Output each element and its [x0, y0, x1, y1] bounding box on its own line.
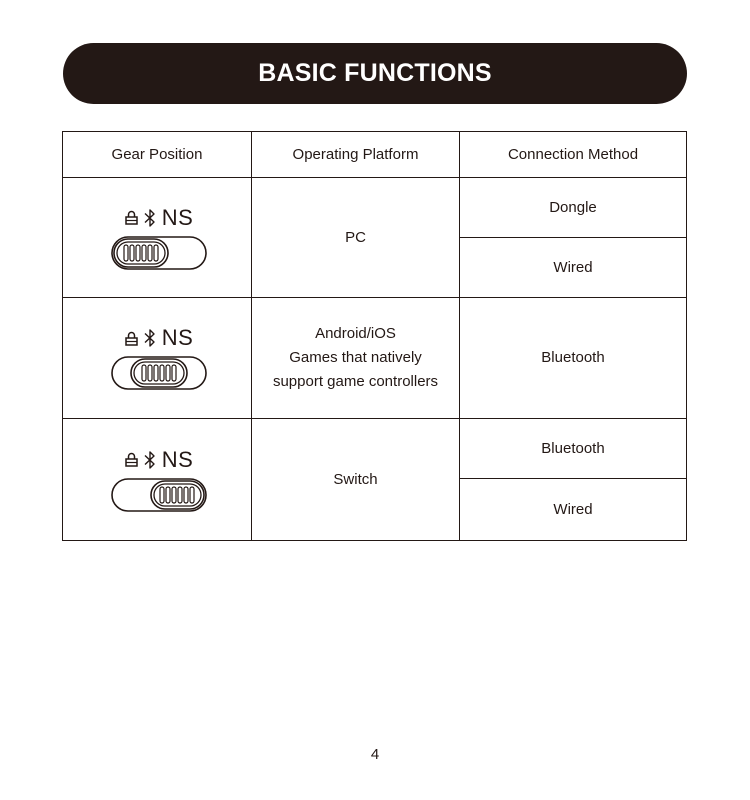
ns-label: NS	[161, 446, 194, 472]
lock-icon	[125, 210, 138, 225]
title-banner	[63, 43, 687, 104]
platform-line: Android/iOS	[315, 325, 396, 342]
gear-position-cell	[63, 419, 252, 540]
lock-icon	[125, 452, 138, 467]
platform-cell	[252, 419, 460, 540]
gear-position-cell	[63, 178, 252, 298]
header-operating-platform: Operating Platform	[252, 132, 460, 178]
ns-label: NS	[161, 204, 194, 230]
platform-cell	[252, 178, 460, 298]
connection-cell: Wired	[553, 500, 593, 518]
slide-switch-left	[109, 234, 209, 272]
bluetooth-icon	[142, 208, 158, 228]
page-title: BASIC FUNCTIONS	[258, 59, 492, 87]
ns-label: NS	[161, 325, 194, 350]
mode-icons	[125, 204, 194, 232]
lock-icon	[125, 331, 138, 346]
functions-table	[62, 131, 687, 541]
page-number: 4	[370, 746, 380, 763]
platform-line: Games that natively	[289, 349, 422, 366]
mode-icons	[125, 324, 194, 352]
connection-cell: Wired	[460, 238, 686, 298]
header-gear-position: Gear Position	[63, 132, 252, 178]
platform-cell	[252, 298, 460, 419]
bluetooth-icon	[142, 450, 158, 470]
slide-switch-right	[109, 476, 209, 514]
slide-switch-middle	[109, 354, 209, 392]
platform-line: PC	[345, 228, 366, 246]
connection-cell: Bluetooth	[460, 298, 686, 419]
connection-cell: Dongle	[460, 178, 686, 238]
connection-cell: Bluetooth	[460, 419, 686, 479]
platform-line: Switch	[333, 470, 378, 488]
header-connection-method: Connection Method	[460, 132, 686, 178]
platform-line: support game controllers	[272, 373, 439, 390]
bluetooth-icon	[142, 328, 158, 348]
gear-position-cell	[63, 298, 252, 419]
mode-icons	[125, 446, 194, 474]
